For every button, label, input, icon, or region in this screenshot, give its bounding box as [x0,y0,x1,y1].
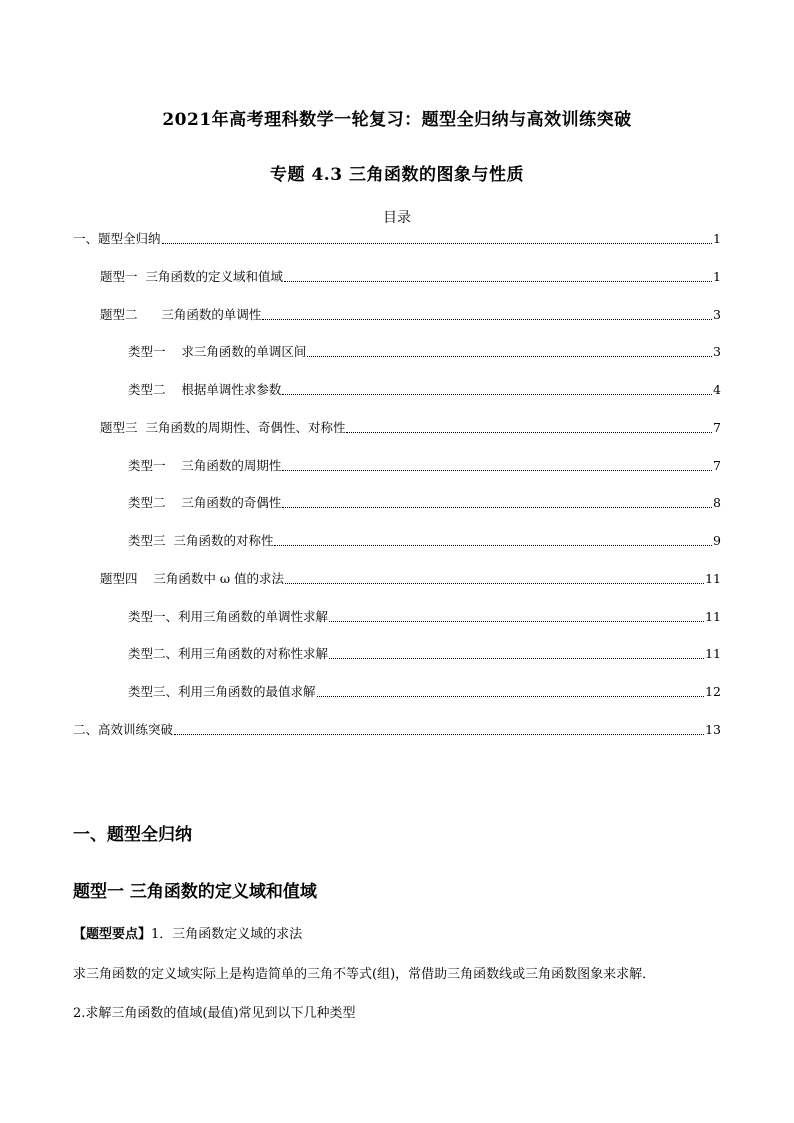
body-paragraph: 求三角函数的定义域实际上是构造简单的三角不等式(组)，常借助三角函数线或三角函数图象来求解． [73,967,656,982]
toc-entry-page: 11 [705,609,721,624]
toc-leader-dots [329,658,704,659]
toc-entry-label: 类型三 三角函数的对称性 [128,533,274,548]
toc-entry[interactable] [100,418,721,436]
toc-leader-dots [317,696,705,697]
toc-entry-label: 类型二、利用三角函数的对称性求解 [128,646,329,661]
toc-entry[interactable] [128,531,721,549]
toc-leader-dots [282,394,712,395]
toc-entry[interactable] [73,720,721,738]
key-point-text: 1．三角函数定义域的求法 [151,927,303,942]
toc-entry[interactable] [128,493,721,511]
toc-entry-page: 1 [713,231,721,246]
toc-entry[interactable] [128,607,721,625]
toc-entry-label: 题型二 三角函数的单调性 [100,307,262,322]
toc-entry[interactable] [100,267,721,285]
toc-entry[interactable] [100,569,721,587]
toc-leader-dots [346,432,712,433]
toc-entry-label: 类型二 三角函数的奇偶性 [128,495,282,510]
toc-heading: 目录 [383,210,411,226]
toc-entry-page: 7 [713,458,721,473]
toc-entry-page: 7 [713,420,721,435]
toc-leader-dots [307,356,712,357]
toc-entry-label: 类型一 三角函数的周期性 [128,458,282,473]
key-point-label: 【题型要点】 [73,927,152,942]
toc-leader-dots [329,621,704,622]
toc-leader-dots [262,319,712,320]
toc-entry-page: 11 [705,646,721,661]
toc-entry-label: 一、题型全归纳 [73,231,161,246]
toc-leader-dots [285,583,704,584]
toc-entry-page: 3 [713,307,721,322]
toc-entry[interactable] [128,644,721,662]
toc-leader-dots [274,545,712,546]
toc-entry-page: 8 [713,495,721,510]
toc-leader-dots [162,243,713,244]
toc-leader-dots [282,470,712,471]
toc-leader-dots [284,281,712,282]
toc-entry[interactable] [128,682,721,700]
toc-entry-label: 题型四 三角函数中 ω 值的求法 [100,571,285,586]
subsection-heading: 题型一 三角函数的定义域和值域 [73,882,317,902]
toc-entry[interactable] [128,456,721,474]
body-paragraph: 2.求解三角函数的值域(最值)常见到以下几种类型 [73,1006,356,1021]
toc-entry-label: 二、高效训练突破 [73,722,174,737]
toc-entry-page: 1 [713,269,721,284]
toc-entry-label: 类型一 求三角函数的单调区间 [128,344,307,359]
toc-entry-label: 题型一 三角函数的定义域和值域 [100,269,283,284]
toc-entry[interactable] [100,305,721,323]
toc-leader-dots [282,507,712,508]
toc-entry-label: 类型三、利用三角函数的最值求解 [128,684,316,699]
toc-entry[interactable] [128,380,721,398]
toc-entry-label: 类型二 根据单调性求参数 [128,382,282,397]
section-heading: 一、题型全归纳 [73,825,192,845]
toc-entry-label: 类型一、利用三角函数的单调性求解 [128,609,329,624]
document-subtitle: 专题 4.3 三角函数的图象与性质 [270,165,524,185]
toc-entry-page: 3 [713,344,721,359]
toc-entry[interactable] [128,342,721,360]
toc-entry[interactable] [73,229,721,247]
toc-entry-page: 12 [705,684,721,699]
toc-entry-page: 13 [705,722,721,737]
document-title: 2021年高考理科数学一轮复习：题型全归纳与高效训练突破 [162,110,632,130]
toc-entry-page: 11 [705,571,721,586]
toc-leader-dots [174,734,704,735]
key-point-paragraph [73,923,302,942]
toc-entry-label: 题型三 三角函数的周期性、奇偶性、对称性 [100,420,346,435]
toc-entry-page: 9 [713,533,721,548]
toc-entry-page: 4 [713,382,721,397]
